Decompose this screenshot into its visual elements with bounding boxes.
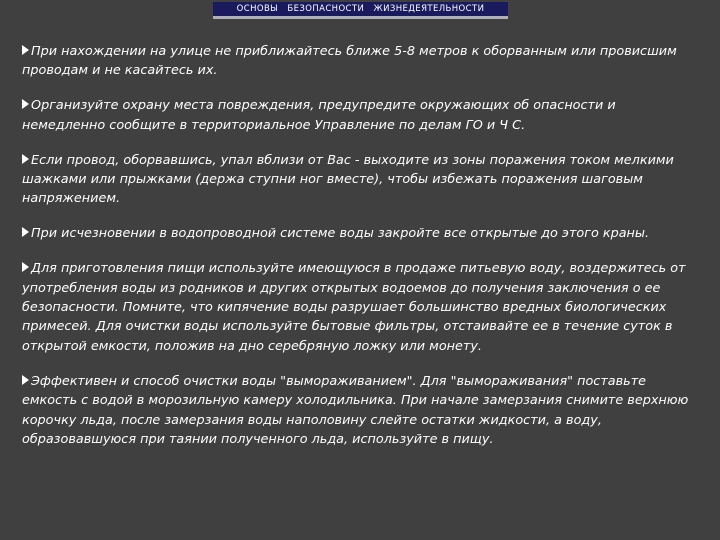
list-item [22,372,698,450]
list-item [22,151,698,209]
list-item-text: При исчезновении в водопроводной системе воды закройте все открытые до этого краны. [31,226,650,242]
bullet-arrow-icon [22,154,29,164]
header-bar [213,2,508,19]
list-item [22,96,698,135]
list-item-text: Организуйте охрану места повреждения, предупредите окружающих об опасности и немедленно сообщите в территориальное Управление по делам ГО и Ч С. [22,98,616,133]
list-item-text: Эффективен и способ очистки воды "вымораживанием". Для "вымораживания" поставьте емкость с водой в морозильную камеру холодильника. При начале замерзания снимите верхнюю корочку льда, после замерзания воды наполовину слейте остатки жидкости, а воду, образовавшуюся при таянии полученного льда, используйте в пищу. [22,373,689,447]
list-item [22,224,698,243]
list-item-text: Для приготовления пищи используйте имеющуюся в продаже питьевую воду, воздержитесь от употребления воды из родников и других открытых водоемов до получения заключения о ее безопасности. Помните, что кипячение воды разрушает большинство вредных биологических примесей. Для очистки воды используйте бытовые фильтры, отстаивайте ее в течение суток в открытой емкости, положив на дно серебряную ложку или монету. [22,261,686,354]
bullet-arrow-icon [22,99,29,109]
bullet-arrow-icon [22,262,29,272]
bullet-arrow-icon [22,45,29,55]
bullet-arrow-icon [22,375,29,385]
list-item [22,259,698,356]
list-item-text: При нахождении на улице не приближайтесь ближе 5-8 метров к оборванным или провисшим проводам и не касайтесь их. [22,44,677,79]
bullet-arrow-icon [22,227,29,237]
instructions-list [22,42,698,465]
page-title: ОСНОВЫ БЕЗОПАСНОСТИ ЖИЗНЕДЕЯТЕЛЬНОСТИ [236,4,485,14]
list-item [22,42,698,81]
list-item-text: Если провод, оборвавшись, упал вблизи от Вас - выходите из зоны поражения током мелкими шажками или прыжками (держа ступни ног вместе), чтобы избежать поражения шаговым напряжением. [22,152,674,207]
